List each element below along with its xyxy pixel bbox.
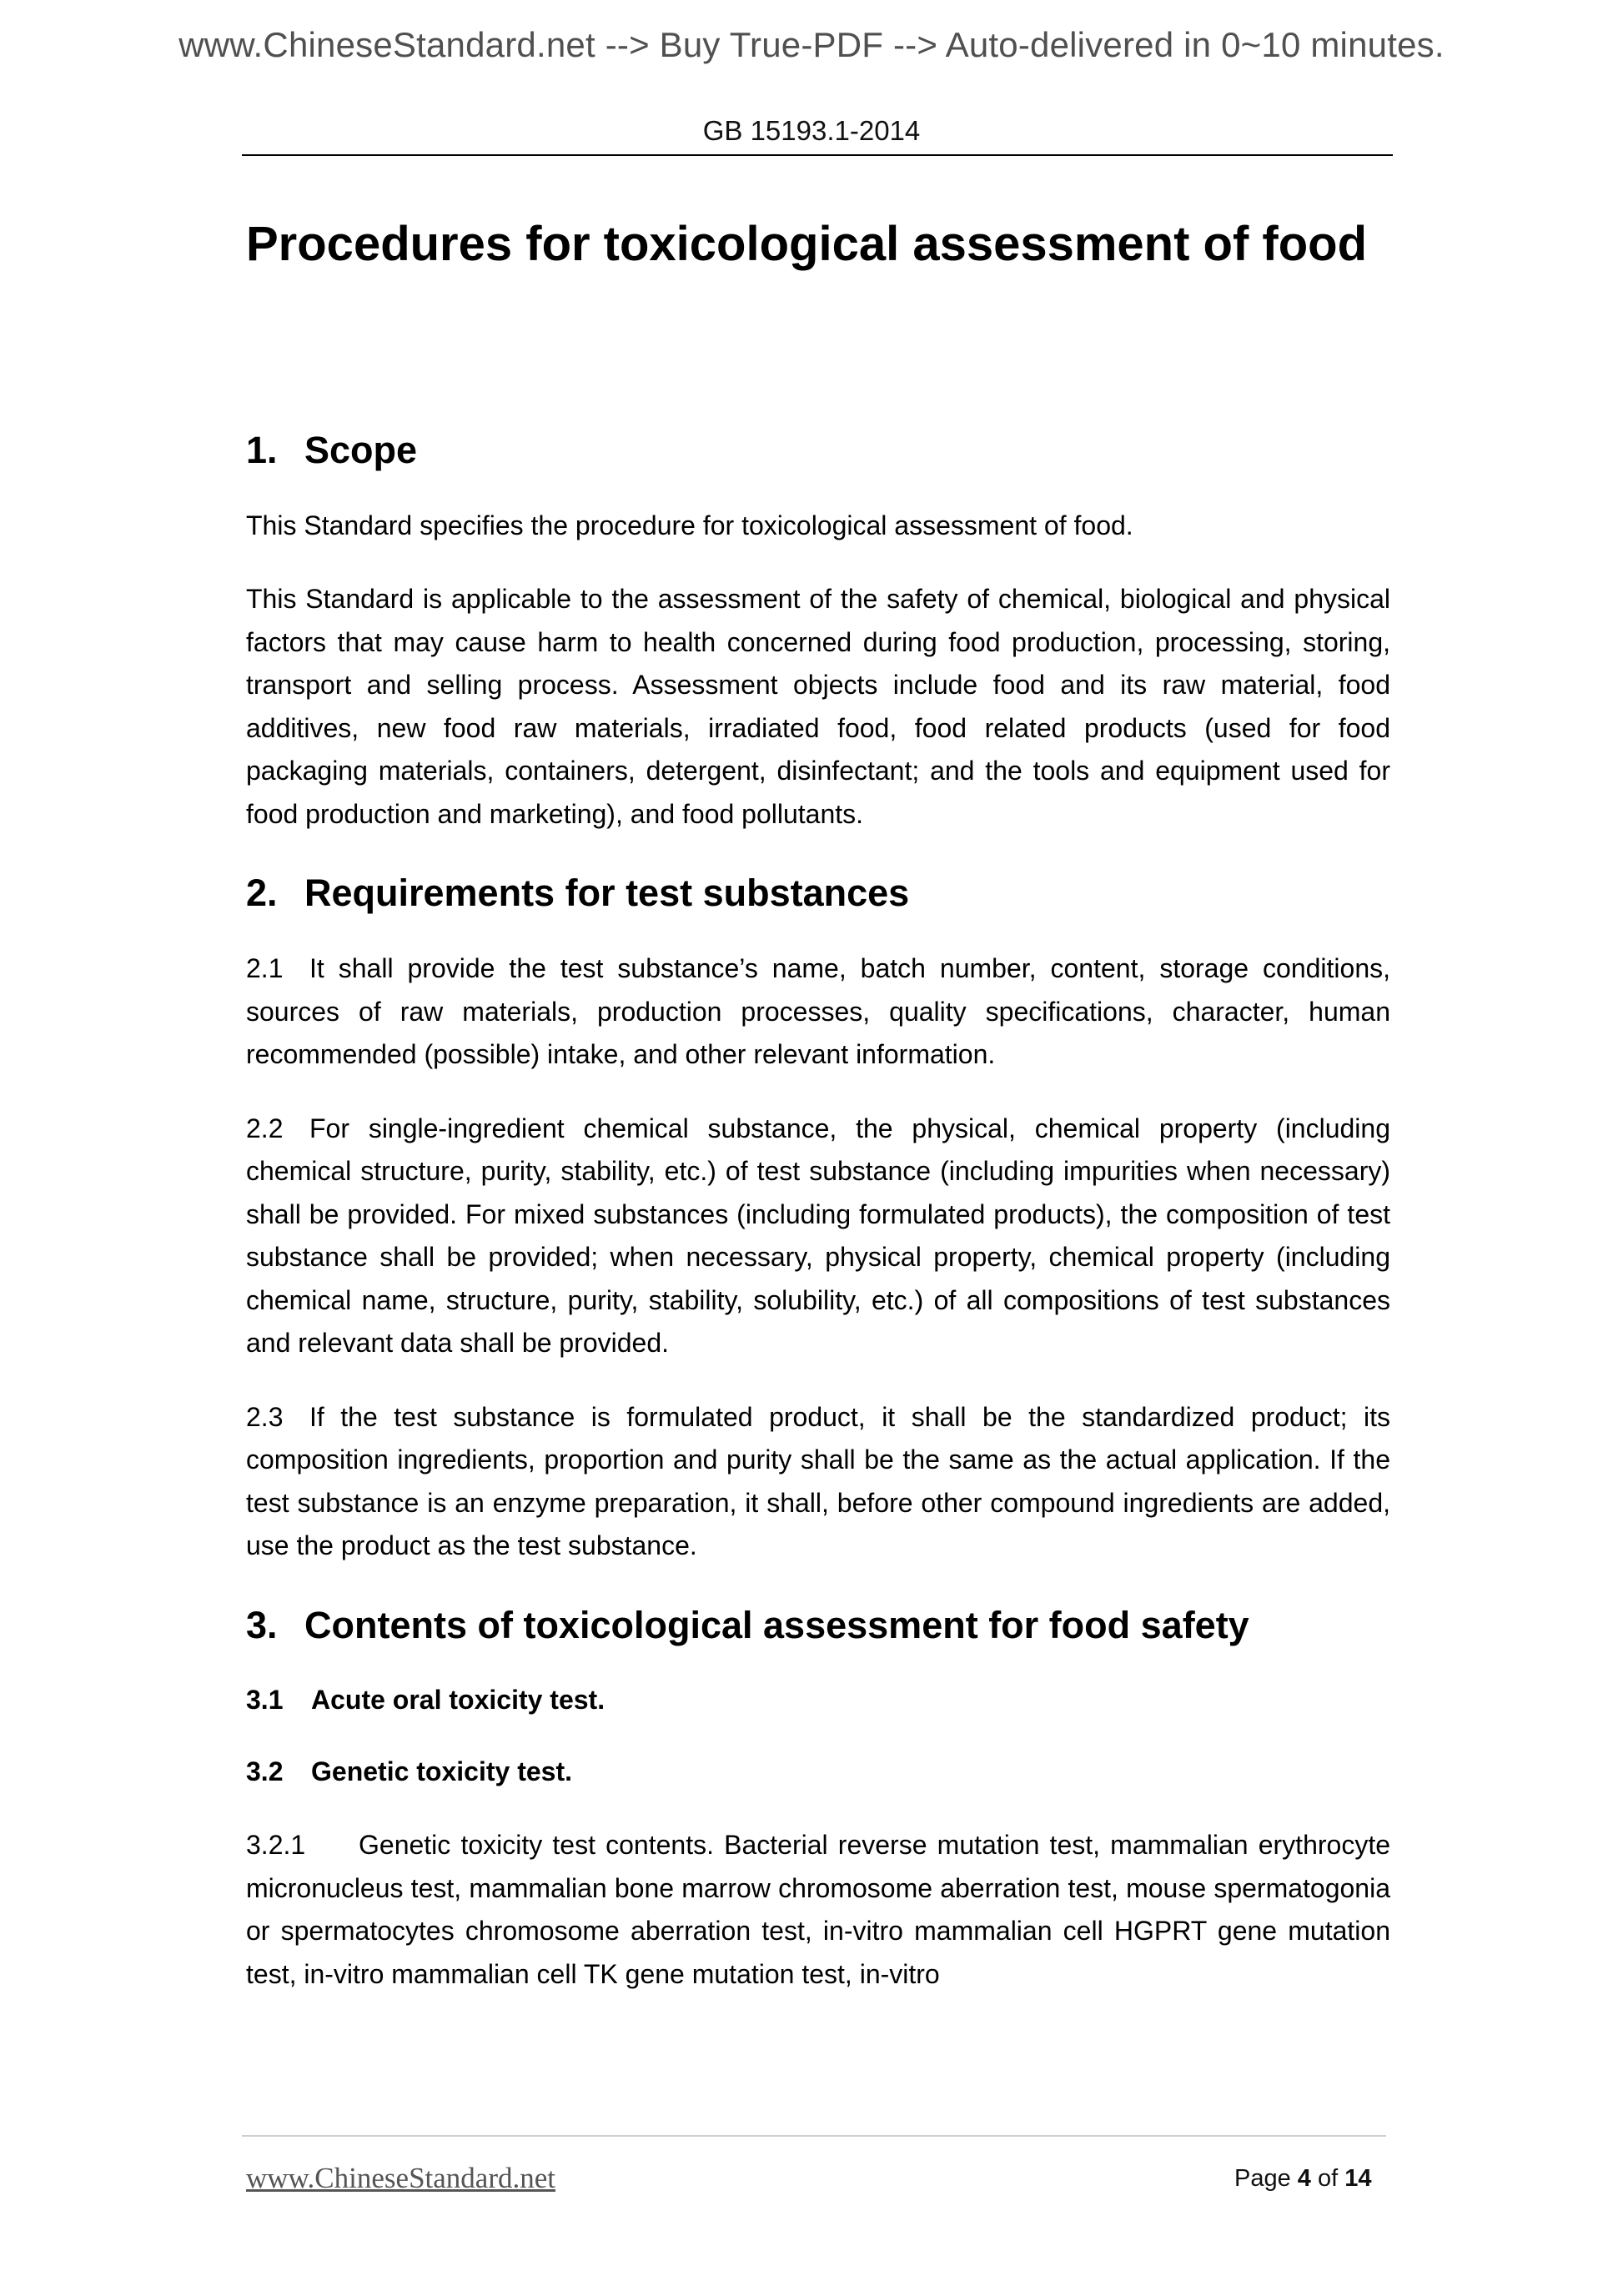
section-heading-contents — [246, 1603, 1390, 1648]
section-number: 1. — [246, 428, 278, 471]
clause-2-1 — [246, 947, 1390, 1077]
clause-text: It shall provide the test substance’s name, batch number, content, storage conditions, sources of raw materials, production processes, quality specifications, character, human recommended (possible) intake, and other relevant information. — [246, 953, 1390, 1070]
page-word: Page — [1234, 2165, 1291, 2192]
scope-paragraph-2: This Standard is applicable to the assessment of the safety of chemical, biological and physical factors that may cause harm to health concerned during food production, processing, storing, transport and selling process. Assessment objects include food and its raw material, food additives, new food raw materials, irradiated food, food related products (used for food packaging materials, containers, detergent, disinfectant; and the tools and equipment used for food production and marketing), and food pollutants. — [246, 584, 1390, 829]
clause-text: For single-ingredient chemical substance, the physical, chemical property (including chemical structure, purity, stability, etc.) of test substance (including impurities when necessary) shall be provided. For mixed substances (including formulated products), the composition of test substance shall be provided; when necessary, physical property, chemical property (including chemical name, structure, purity, stability, solubility, etc.) of all compositions of test substances and relevant data shall be provided. — [246, 1113, 1390, 1359]
subsection-title: Genetic toxicity test. — [311, 1756, 572, 1787]
header-banner[interactable]: www.ChineseStandard.net --> Buy True-PDF --> Auto-delivered in 0~10 minutes. — [178, 25, 1445, 64]
document-title: Procedures for toxicological assessment of food — [246, 217, 1367, 271]
clause-text: If the test substance is formulated product, it shall be the standardized product; its composition ingredients, proportion and purity shall be the same as the actual application. If the test substance is an enzyme preparation, it shall, before other compound ingredients are added, use the product as the test substance. — [246, 1401, 1390, 1561]
footer-website-link[interactable]: www.ChineseStandard.net — [246, 2162, 555, 2194]
clause-2-3 — [246, 1396, 1390, 1568]
subsection-title: Acute oral toxicity test. — [311, 1684, 605, 1715]
footer-divider — [242, 2135, 1386, 2137]
section-title: Contents of toxicological assessment for food safety — [304, 1603, 1249, 1646]
subsection-number: 3.2 — [246, 1756, 284, 1787]
standard-code: GB 15193.1-2014 — [702, 115, 921, 146]
clause-text: Genetic toxicity test contents. Bacterial reverse mutation test, mammalian erythrocyte micronucleus test, mammalian bone marrow chromosome aberration test, mouse spermatogonia or spermatocytes chromosome aberration test, in-vitro mammalian cell HGPRT gene mutation test, in-vitro mammalian cell TK gene mutation test, in-vitro — [246, 1830, 1390, 1989]
total-page-count: 14 — [1344, 2165, 1372, 2192]
current-page-number: 4 — [1297, 2165, 1311, 2192]
page-of-word: of — [1318, 2165, 1339, 2192]
section-heading-scope — [246, 428, 1390, 473]
scope-paragraph-1: This Standard specifies the procedure for toxicological assessment of food. — [246, 510, 1133, 540]
subsection-heading-3-1 — [246, 1681, 1390, 1719]
subsection-heading-3-2 — [246, 1753, 1390, 1791]
clause-number: 2.3 — [246, 1401, 284, 1432]
clause-number: 2.1 — [246, 953, 284, 984]
clause-2-2 — [246, 1108, 1390, 1365]
page-indicator — [1234, 2165, 1372, 2193]
document-body — [246, 200, 1390, 1996]
section-heading-requirements — [246, 871, 1390, 916]
clause-number: 3.2.1 — [246, 1830, 306, 1861]
section-number: 3. — [246, 1603, 278, 1646]
section-title: Requirements for test substances — [304, 872, 910, 915]
section-number: 2. — [246, 872, 278, 915]
subsection-number: 3.1 — [246, 1684, 284, 1715]
clause-number: 2.2 — [246, 1113, 284, 1143]
header-divider — [242, 154, 1393, 156]
clause-3-2-1 — [246, 1824, 1390, 1996]
section-title: Scope — [304, 428, 418, 471]
